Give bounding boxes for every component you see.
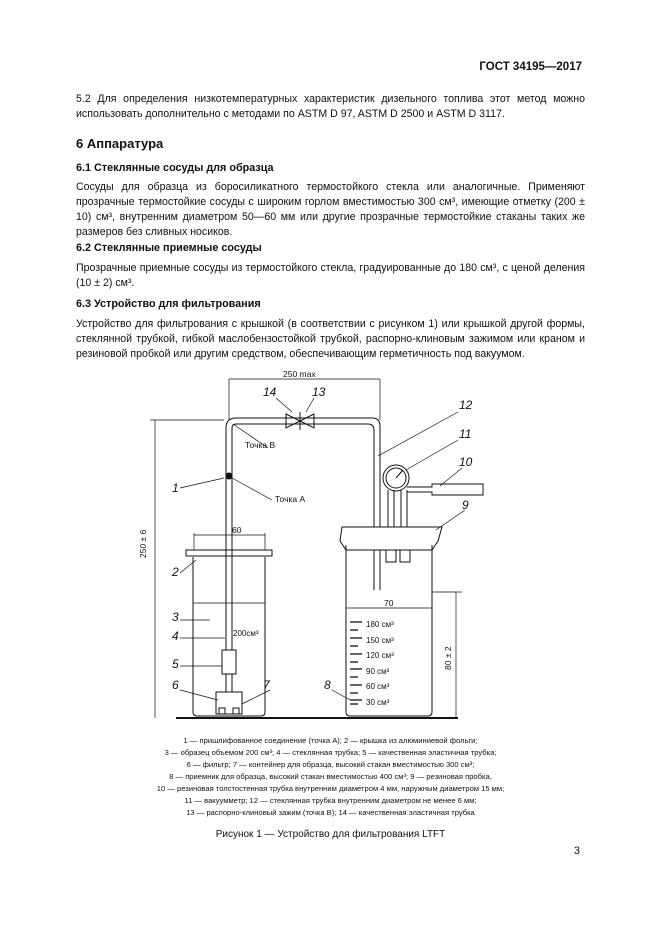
label-point-a: Точка А [275, 494, 306, 504]
legend-line: 8 — приемник для образца, высокий стакан вместимостью 400 см³; 9 — резиновая пробка, [169, 772, 492, 781]
callout-2: 2 [172, 565, 179, 579]
dim-receiver-diam: 70 [384, 598, 394, 608]
top-tube-outer [226, 418, 380, 527]
scale-180: 180 см³ [366, 620, 394, 629]
legend-line: 10 — резиновая толстостенная трубка внутренним диаметром 4 мм, наружным диаметром 15 мм; [156, 784, 505, 793]
dim-inner-diam: 60 [232, 525, 242, 535]
callout-10: 10 [459, 455, 473, 469]
callout-5: 5 [172, 657, 179, 671]
clamp-left [286, 414, 300, 428]
legend-line: 11 — вакуумметр; 12 — стеклянная трубка внутренним диаметром не менее 6 мм; [184, 796, 477, 805]
legend-line: 6 — фильтр; 7 — контейнер для образца, высокий стакан вместимостью 300 см³; [186, 760, 475, 769]
document-header: ГОСТ 34195—2017 [479, 61, 582, 73]
figure-caption: Рисунок 1 — Устройство для фильтрования LTFT [215, 829, 446, 840]
filter [216, 692, 242, 714]
callout-1: 1 [172, 481, 179, 495]
receiver-scale [350, 622, 362, 704]
page-number: 3 [573, 845, 580, 857]
scale-90: 90 см³ [366, 666, 390, 676]
rubber-stopper [340, 527, 442, 550]
mark-200: 200см³ [233, 629, 259, 638]
callout-9: 9 [462, 498, 469, 512]
receiver-scale-labels [366, 617, 394, 711]
scale-60: 60 см³ [366, 682, 390, 692]
clamp-right [300, 414, 314, 428]
dimension-lines [150, 379, 462, 718]
joint-point-a [226, 473, 232, 479]
thick-rubber-hose [407, 484, 483, 495]
callout-4: 4 [172, 629, 179, 643]
callout-13: 13 [312, 385, 326, 399]
dim-receiver-height: 80 ± 2 [443, 646, 453, 670]
section-title: 6 Аппаратура [76, 136, 164, 151]
subsection-6-1-text: Сосуды для образца из боросиликатного термостойкого стекла или аналогичные. Применяют прозрачные термостойкие сосуды с широким горлом вместимостью 300 см³, имеющие отметку (200 ± 10) см³, внутренним диаметром 50—60 мм или другие прозрачные термостойкие стаканы таких же размеров без сливных носиков. [76, 181, 585, 238]
subsection-6-2-text: Прозрачные приемные сосуды из термостойкого стекла, градуированные до 180 см³, с ценой деления (10 ± 2) см³. [76, 262, 585, 289]
legend-line: 3 — образец объемом 200 см³; 4 — стеклянная трубка; 5 — качественная эластичная трубка; [164, 748, 497, 757]
subsection-6-2-title: 6.2 Стеклянные приемные сосуды [76, 242, 262, 254]
scale-120: 120 см³ [366, 651, 394, 661]
label-point-b: Точка В [245, 440, 276, 450]
legend-line: 13 — распорно-клиновый зажим (точка В); 14 — качественная эластичная трубка [186, 808, 475, 817]
callout-7: 7 [263, 678, 270, 692]
scale-30: 30 см³ [366, 697, 390, 707]
callout-8: 8 [324, 678, 331, 692]
subsection-6-3-text: Устройство для фильтрования с крышкой (в соответствии с рисунком 1) или крышкой другой формы, стеклянной трубкой, гибкой маслобензостойкой трубкой, распорно-клиновым зажимом или краном и резиновой пробкой или другим средством, обеспечивающим герметичность под вакуумом. [76, 318, 585, 360]
scale-150: 150 см³ [366, 635, 394, 645]
dim-height-total: 250 ± 6 [138, 529, 148, 558]
callout-leaders [180, 398, 465, 704]
callout-12: 12 [459, 398, 473, 412]
figure-legend [76, 735, 585, 819]
elastic-tube [222, 650, 236, 674]
dim-width-total: 250 max [283, 369, 316, 379]
foil-cover [186, 550, 272, 556]
callout-14: 14 [263, 385, 277, 399]
paragraph-5-2: 5.2 Для определения низкотемпературных характеристик дизельного топлива этот метод можно использовать дополнительно с методами по ASTM D 97, ASTM D 2500 и ASTM D 3117. [76, 93, 585, 120]
subsection-6-1-title: 6.1 Стеклянные сосуды для образца [76, 162, 274, 174]
legend-line: 1 — пришлифованное соединение (точка А); 2 — крышка из алюминиевой фольги; [183, 736, 478, 745]
callout-6: 6 [172, 678, 179, 692]
callout-11: 11 [459, 427, 472, 441]
subsection-6-3-title: 6.3 Устройство для фильтрования [76, 298, 261, 310]
callout-3: 3 [172, 610, 179, 624]
